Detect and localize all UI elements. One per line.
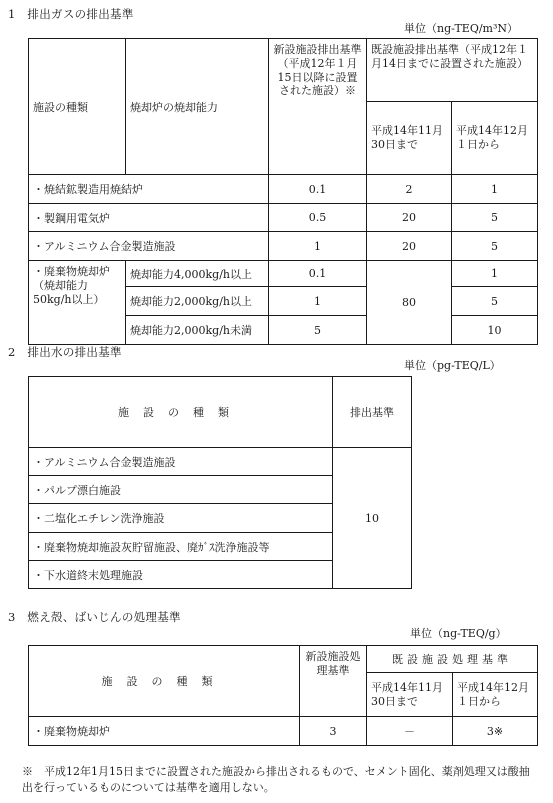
section3-heading: 3 燃え殻、ばいじんの処理基準	[8, 610, 181, 624]
exhaust-gas-table	[28, 38, 538, 345]
new-value: 0.1	[269, 261, 367, 287]
until-value: －	[367, 717, 453, 746]
facility-cell: ・アルミニウム合金製造施設	[29, 448, 333, 476]
from-value: 1	[452, 175, 538, 204]
footnote: ※ 平成12年1月15日までに設置された施設から排出されるもので、セメント固化、薬剤処理又は酸抽出を行っているものについては基準を適用しない。	[22, 765, 530, 794]
capacity-cell: 焼却能力2,000kg/h以上	[126, 287, 269, 316]
facility-cell: ・二塩化エチレン洗浄施設	[29, 504, 333, 533]
section1-heading: 1 排出ガスの排出基準	[8, 7, 134, 21]
facility-cell: ・アルミニウム合金製造施設	[29, 232, 269, 261]
facility-cell: ・下水道終末処理施設	[29, 561, 333, 589]
facility-cell: ・製鋼用電気炉	[29, 204, 269, 232]
from-value: 5	[452, 232, 538, 261]
wastewater-table	[28, 376, 412, 589]
table-row	[29, 175, 538, 204]
header-from-period: 平成14年12月１日から	[453, 673, 538, 717]
header-until-period: 平成14年11月30日まで	[367, 102, 452, 175]
table-row	[29, 204, 538, 232]
facility-cell: ・廃棄物焼却炉	[29, 717, 300, 746]
section2-heading: 2 排出水の排出基準	[8, 345, 122, 359]
from-value: 1	[452, 261, 538, 287]
table-row	[29, 232, 538, 261]
new-value: 0.5	[269, 204, 367, 232]
table-row	[29, 261, 538, 287]
until-value: 20	[367, 232, 452, 261]
header-existing-facility: 既設施設処理基準	[367, 646, 538, 673]
section2-unit: 単位（pg-TEQ/L）	[404, 359, 501, 372]
header-new-facility: 新設施設処理基準	[300, 646, 367, 717]
ash-treatment-table	[28, 645, 538, 746]
header-from-period: 平成14年12月１日から	[452, 102, 538, 175]
new-value: 5	[269, 316, 367, 345]
facility-cell: ・焼結鉱製造用焼結炉	[29, 175, 269, 204]
until-value: 80	[367, 261, 452, 345]
new-value: 1	[269, 232, 367, 261]
from-value: 3※	[453, 717, 538, 746]
standard-value: 10	[333, 448, 412, 589]
header-new-facility: 新設施設排出基準（平成12年１月15日以降に設置された施設）※	[269, 39, 367, 175]
capacity-cell: 焼却能力2,000kg/h未満	[126, 316, 269, 345]
facility-cell: ・廃棄物焼却炉（焼却能力50kg/h以上）	[29, 261, 126, 345]
header-until-period: 平成14年11月30日まで	[367, 673, 453, 717]
until-value: 2	[367, 175, 452, 204]
header-existing-facility: 既設施設排出基準（平成12年１月14日までに設置された施設）	[367, 39, 538, 102]
section1-unit: 単位（ng-TEQ/m³N）	[404, 22, 519, 35]
section3-unit: 単位（ng-TEQ/g）	[410, 627, 507, 640]
facility-cell: ・廃棄物焼却施設灰貯留施設、廃ｶﾞｽ洗浄施設等	[29, 533, 333, 561]
from-value: 10	[452, 316, 538, 345]
header-facility-type: 施設の種類	[29, 646, 300, 717]
header-standard: 排出基準	[333, 377, 412, 448]
from-value: 5	[452, 204, 538, 232]
new-value: 0.1	[269, 175, 367, 204]
from-value: 5	[452, 287, 538, 316]
header-facility-type: 施設の種類	[29, 39, 126, 175]
capacity-cell: 焼却能力4,000kg/h以上	[126, 261, 269, 287]
new-value: 3	[300, 717, 367, 746]
new-value: 1	[269, 287, 367, 316]
facility-cell: ・パルプ漂白施設	[29, 476, 333, 504]
table-row	[29, 448, 412, 476]
until-value: 20	[367, 204, 452, 232]
header-capacity: 焼却炉の焼却能力	[126, 39, 269, 175]
header-facility-type: 施設の種類	[29, 377, 333, 448]
table-row	[29, 717, 538, 746]
